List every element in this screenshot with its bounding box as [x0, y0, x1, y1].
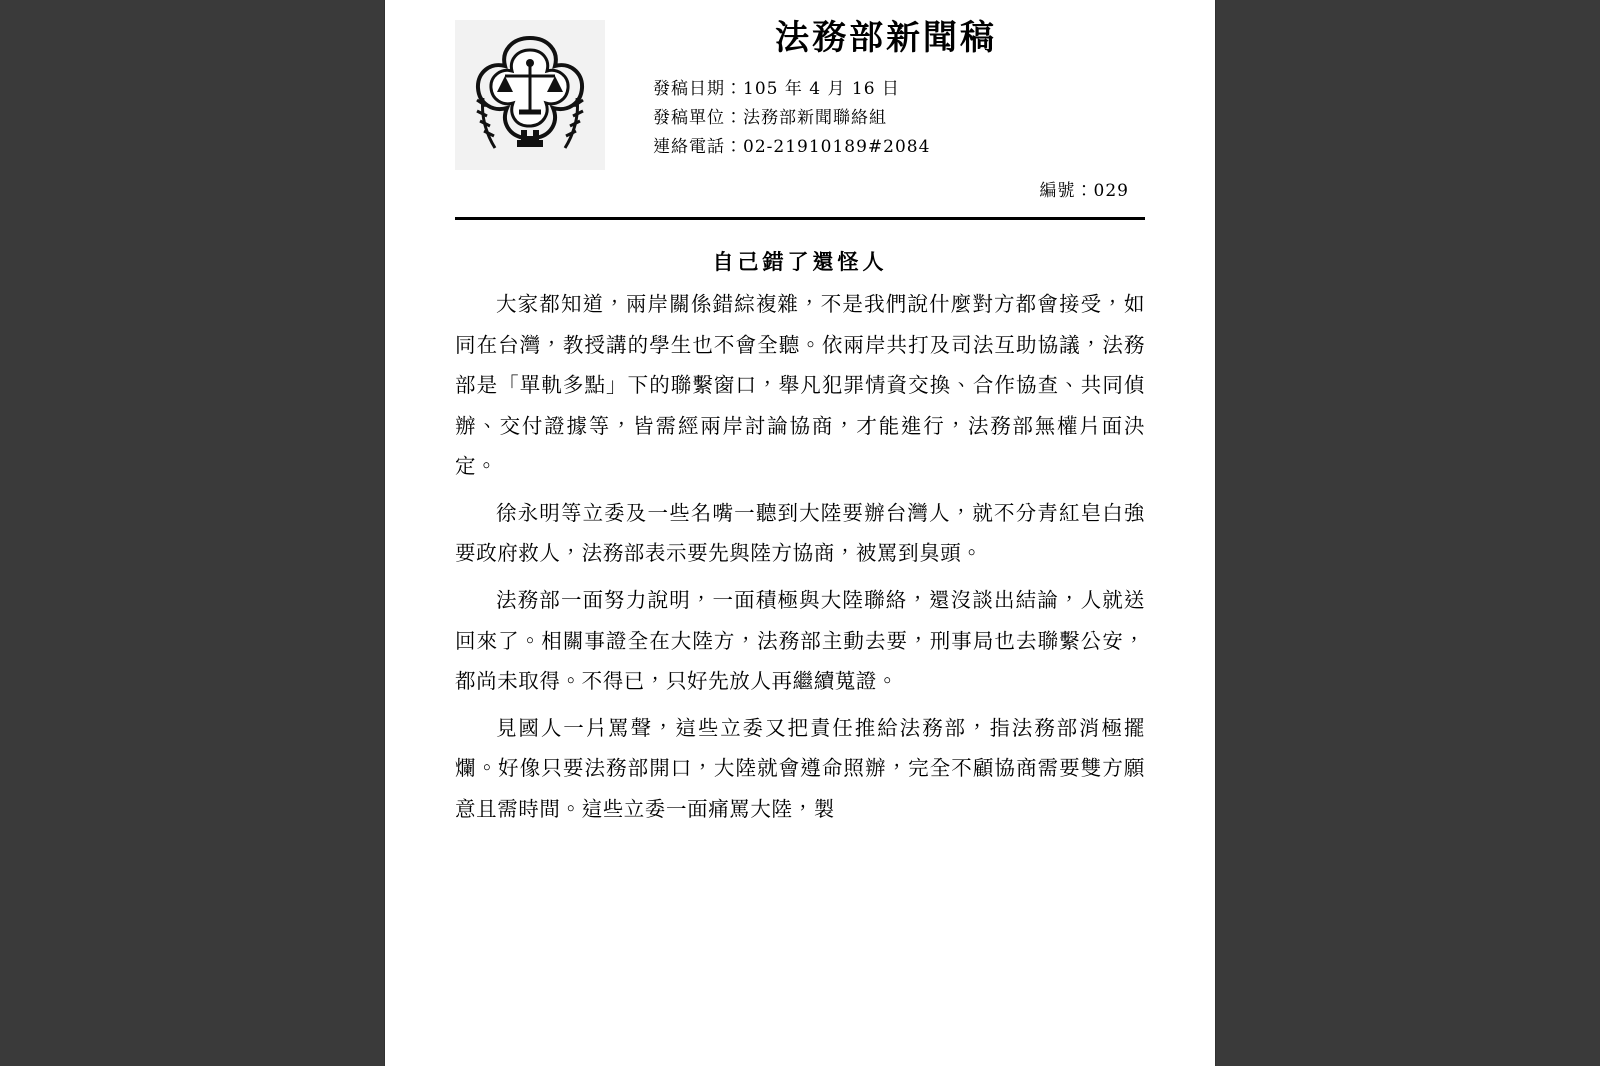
- article-title: 自己錯了還怪人: [712, 249, 888, 274]
- article-paragraph: 見國人一片罵聲，這些立委又把責任推給法務部，指法務部消極擺爛。好像只要法務部開口，大陸就會遵命照辦，完全不顧協商需要雙方願意且需時間。這些立委一面痛罵大陸，製: [455, 715, 1145, 821]
- document-page: [385, 0, 1215, 1066]
- article-paragraph: 徐永明等立委及一些名嘴一聽到大陸要辦台灣人，就不分青紅皂白強要政府救人，法務部表示要先與陸方協商，被罵到臭頭。: [455, 500, 1145, 566]
- meta-contact-phone: 連絡電話：02-21910189#2084: [653, 137, 931, 158]
- press-release-meta: [627, 75, 1145, 163]
- article-paragraph: 法務部一面努力說明，一面積極與大陸聯絡，還沒談出結論，人就送回來了。相關事證全在大陸方，法務部主動去要，刑事局也去聯繫公安，都尚未取得。不得已，只好先放人再繼續蒐證。: [455, 588, 1145, 694]
- document-serial-number: 編號：029: [1039, 181, 1129, 201]
- page-title: 法務部新聞稿: [775, 18, 997, 58]
- meta-issue-date: 發稿日期：105 年 4 月 16 日: [653, 78, 900, 99]
- article-paragraph: 大家都知道，兩岸關係錯綜複雜，不是我們說什麼對方都會接受，如同在台灣，教授講的學生也不會全聽。依兩岸共打及司法互助協議，法務部是「單軌多點」下的聯繫窗口，舉凡犯罪情資交換、合作協查、共同偵辦、交付證據等，皆需經兩岸討論協商，才能進行，法務部無權片面決定。: [455, 292, 1145, 479]
- header-text-block: [627, 14, 1145, 163]
- ministry-of-justice-emblem-icon: [455, 20, 605, 170]
- header-divider: [455, 217, 1145, 220]
- document-header: [455, 14, 1145, 170]
- meta-issuing-unit: 發稿單位：法務部新聞聯絡組: [653, 108, 887, 129]
